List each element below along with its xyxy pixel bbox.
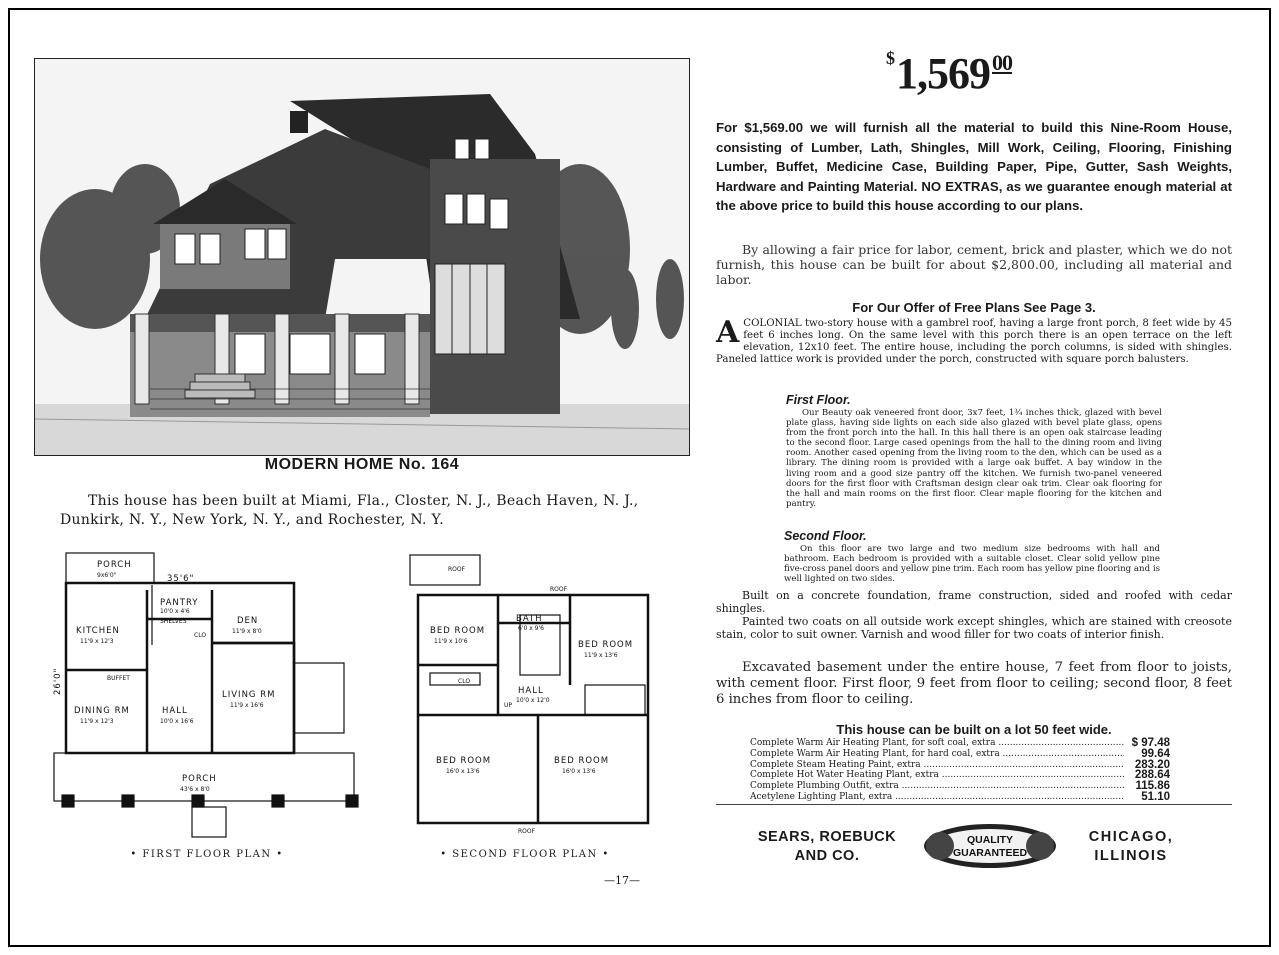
extras-list [750,738,1170,803]
fp-shelves: SHELVES [160,618,187,625]
house-drawing [35,59,689,455]
extra-row [750,760,1170,771]
first-floor-plan [52,545,364,843]
second-floor-caption: • SECOND FLOOR PLAN • [440,849,610,860]
extra-price: 51.10 [1141,790,1170,803]
extra-row [750,770,1170,781]
sp-up: UP [504,702,513,709]
house-illustration [34,58,690,456]
fp-living: LIVING RM [222,690,276,700]
sp-bed4-dim: 16'0 x 13'6 [562,768,596,775]
extra-label: Complete Warm Air Heating Plant, for soft coal, extra ..... [750,738,1124,749]
fp-hall: HALL [162,706,188,716]
sp-bath: BATH [516,614,543,624]
price-cents: 00 [992,50,1012,75]
first-floor-heading: First Floor. [786,393,851,407]
fp-width-dim: 35'6" [167,574,195,584]
extra-row [750,738,1170,749]
sp-roof-top: ROOF [448,566,466,573]
labor-text: By allowing a fair price for labor, cement, brick and plaster, which we do not furnish, this house can be built for about $2,800.00, including all material and labor. [716,242,1232,287]
sp-bed3: BED ROOM [436,756,492,766]
first-floor-caption: • FIRST FLOOR PLAN • [130,849,284,860]
extra-label: Complete Warm Air Heating Plant, for hard coal, extra ..... [750,749,1124,760]
second-floor-plan [400,545,672,835]
fp-front-porch-dim: 43'6 x 8'0 [180,786,210,793]
extra-price: 283.20 [1134,758,1170,771]
lot-note: This house can be built on a lot 50 feet wide. [836,722,1112,737]
sp-hall: HALL [518,686,544,696]
fp-pantry: PANTRY [160,598,199,608]
first-floor-text: Our Beauty oak veneered front door, 3x7 feet, 1¾ inches thick, glazed with bevel plate glass, having side lights on each side also glazed with bevel plate glass, opens from the front porch into the hall. In this hall there is an open oak staircase leading to the second floor. Large cased openings from the hall to the dining room and living room. Another cased opening from the living room to the den, which can be used as a library. The dining room is provided with a large oak buffet. A bay window in the living room and a good size pantry off the kitchen. We furnish two-panel veneered doors for the first floor with Craftsman design clear oak trim. Clear oak flooring for the hall and main rooms on the first floor. Clear maple flooring for the kitchen and pantry. [786,408,1162,509]
basement-text: Excavated basement under the entire house, 7 feet from floor to joists, with cement floor. First floor, 9 feet from floor to ceiling; second floor, 8 feet 6 inches from floor to ceiling. [716,660,1232,707]
model-title: MODERN HOME No. 164 [264,456,460,473]
sp-bed2: BED ROOM [578,640,634,650]
seal-line-2: GUARANTEED [952,847,1028,859]
price-main: 1,569 [896,49,990,98]
extra-row [750,792,1170,803]
sp-bed2-dim: 11'9 x 13'6 [584,652,618,659]
foundation-text: Built on a concrete foundation, frame construction, sided and roofed with cedar shingles. [716,589,1232,615]
page-number: —17— [604,874,640,887]
fp-den: DEN [237,616,259,626]
sp-bath-dim: 6'0 x 9'6 [518,625,544,632]
fp-front-porch: PORCH [182,774,217,784]
fp-kitchen-dim: 11'9 x 12'3 [80,638,114,645]
price [886,48,1012,99]
company-name [744,828,910,866]
dropcap: A [716,315,740,350]
sp-hall-dim: 10'0 x 12'0 [516,697,550,704]
second-floor-text: On this floor are two large and two medium size bedrooms with hall and bathroom. Each bedroom is provided with a suitable closet. Clear solid yellow pine five-cross panel doors and yellow pine trim. Each room has yellow pine flooring and is well lighted on two sides. [784,544,1160,585]
sp-roof-bottom: ROOF [518,828,536,835]
extra-price: $ 97.48 [1131,737,1170,749]
free-plans-note: For Our Offer of Free Plans See Page 3. [852,300,1096,315]
quality-seal [920,820,1060,872]
fp-clo: CLO [194,632,207,639]
extra-label: Complete Hot Water Heating Plant, extra ..... [750,770,1124,781]
extra-row [750,749,1170,760]
fp-hall-dim: 10'0 x 16'6 [160,718,194,725]
sp-bed4: BED ROOM [554,756,610,766]
company-line-2: AND CO. [794,848,860,864]
extra-label: Acetylene Lighting Plant, extra ..... [750,792,1124,803]
sp-bed3-dim: 16'0 x 13'6 [446,768,480,775]
fp-den-dim: 11'9 x 8'0 [232,628,262,635]
extra-label: Complete Plumbing Outfit, extra ..... [750,781,1124,792]
painted-text: Painted two coats on all outside work except shingles, which are stained with creosote stain, color to suit owner. Varnish and wood filler for two coats of interior finish. [716,615,1232,641]
extra-price: 99.64 [1141,747,1170,760]
colonial-text: COLONIAL two-story house with a gambrel roof, having a large front porch, 8 feet wide by 45 feet 6 inches long. On the same level with this porch there is an open terrace on the left elevation, 12x10 feet. The entire house, including the porch columns, is sided with shingles. Paneled lattice work is provided under the porch, constructed with square porch balusters. [716,318,1232,365]
company-line-1: SEARS, ROEBUCK [757,829,897,845]
fp-depth-dim: 26'0" [53,667,63,695]
price-dollar: $ [886,48,894,68]
sp-roof-right: ROOF [550,586,568,593]
city-name [1066,828,1196,866]
sp-clo: CLO [458,678,471,685]
extra-price: 288.64 [1134,769,1170,782]
fp-kitchen: KITCHEN [76,626,120,636]
seal-line-1: QUALITY [966,834,1014,846]
extra-row [750,781,1170,792]
built-locations: This house has been built at Miami, Fla., Closter, N. J., Beach Haven, N. J., Dunkirk, N. Y., New York, N. Y., and Rochester, N. Y. [60,493,639,528]
fp-dining: DINING RM [74,706,130,716]
extra-price: 115.86 [1135,780,1170,793]
footer-rule [716,804,1232,805]
fp-porch-rear-dim: 9x6'0" [97,572,117,579]
fp-dining-dim: 11'9 x 12'3 [80,718,114,725]
colonial-description [716,315,1232,366]
fp-pantry-dim: 10'0 x 4'6 [160,608,190,615]
city-line-1: CHICAGO, [1088,829,1174,845]
sp-bed1: BED ROOM [430,626,486,636]
fp-buffet: BUFFET [107,675,130,682]
second-floor-heading: Second Floor. [784,529,867,543]
fp-porch-rear: PORCH [97,560,132,570]
fp-living-dim: 11'9 x 16'6 [230,702,264,709]
city-line-2: ILLINOIS [1094,848,1168,864]
extra-label: Complete Steam Heating Paint, extra ..... [750,760,1124,771]
offer-text: For $1,569.00 we will furnish all the material to build this Nine-Room House, consisting of Lumber, Lath, Shingles, Mill Work, Ceiling, Flooring, Finishing Lumber, Buffet, Medicine Case, Building Paper, Pipe, Gutter, Sash Weights, Hardware and Painting Material. NO EXTRAS, as we guarantee enough material at the above price to build this house according to our plans. [716,120,1232,213]
sp-bed1-dim: 11'9 x 10'6 [434,638,468,645]
